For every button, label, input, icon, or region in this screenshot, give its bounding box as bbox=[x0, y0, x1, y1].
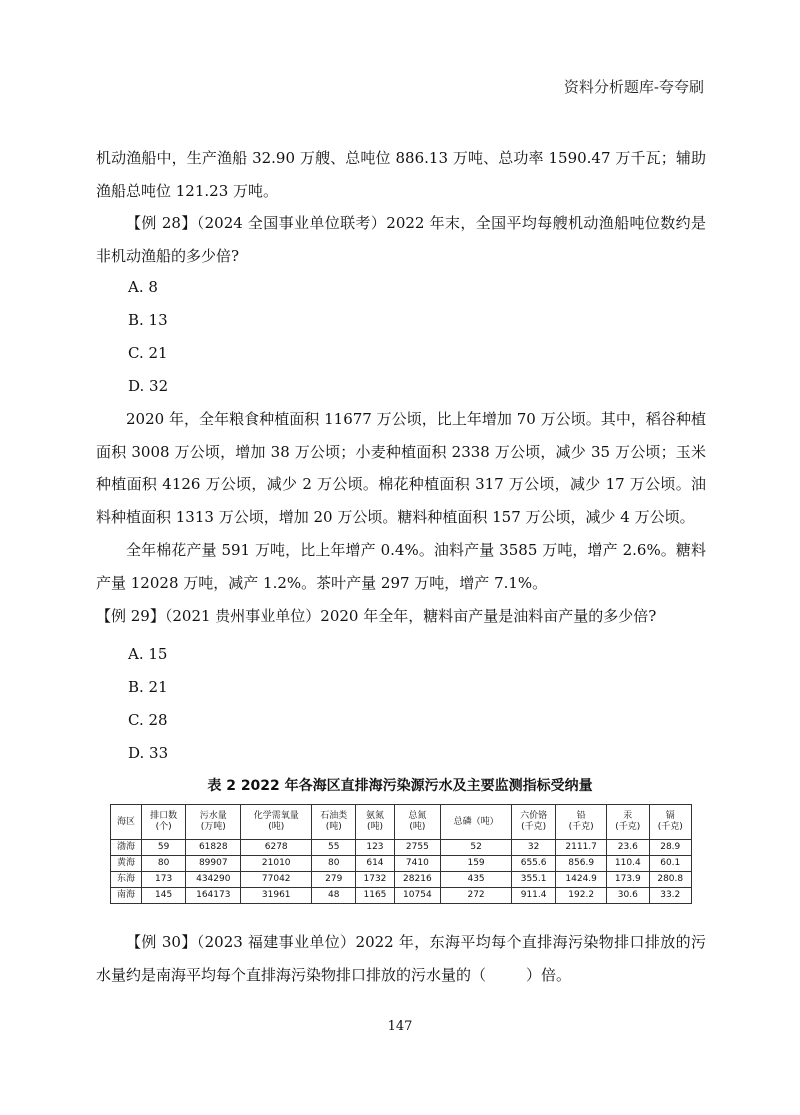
table-cell: 东海 bbox=[111, 872, 142, 888]
table-cell: 28.9 bbox=[649, 840, 692, 856]
table-cell: 59 bbox=[141, 840, 185, 856]
table-cell: 173.9 bbox=[607, 872, 649, 888]
q29-option-d: D. 33 bbox=[128, 744, 169, 762]
table-cell: 61828 bbox=[186, 840, 241, 856]
question-29: 【例 29】（2021 贵州事业单位）2020 年全年，糖料亩产量是油料亩产量的多少倍? bbox=[96, 607, 657, 625]
sea-area-pollution-table bbox=[110, 804, 692, 904]
question-30-text: 【例 30】（2023 福建事业单位）2022 年，东海平均每个直排海污染物排口排放的污水量约是南海平均每个直排海污染物排口排放的污水量的（ bbox=[96, 933, 706, 984]
table-cell: 280.8 bbox=[649, 872, 692, 888]
col-header: 污水量 (万吨) bbox=[186, 805, 241, 840]
table-cell: 164173 bbox=[186, 888, 241, 904]
table-row bbox=[111, 856, 692, 872]
table-cell: 159 bbox=[441, 856, 512, 872]
table-cell: 89907 bbox=[186, 856, 241, 872]
table-cell: 355.1 bbox=[511, 872, 555, 888]
table-cell: 23.6 bbox=[607, 840, 649, 856]
col-header: 石油类 (吨) bbox=[312, 805, 356, 840]
table-cell: 614 bbox=[356, 856, 394, 872]
table-cell: 655.6 bbox=[511, 856, 555, 872]
col-header: 排口数 (个) bbox=[141, 805, 185, 840]
table-cell: 55 bbox=[312, 840, 356, 856]
table-cell: 272 bbox=[441, 888, 512, 904]
col-header: 汞 (千克) bbox=[607, 805, 649, 840]
table-cell: 173 bbox=[141, 872, 185, 888]
table-cell: 279 bbox=[312, 872, 356, 888]
page-number: 147 bbox=[387, 1019, 413, 1034]
table-cell: 1424.9 bbox=[556, 872, 607, 888]
table-cell: 192.2 bbox=[556, 888, 607, 904]
q28-option-d: D. 32 bbox=[128, 377, 169, 395]
table-cell: 77042 bbox=[241, 872, 312, 888]
table-cell: 80 bbox=[312, 856, 356, 872]
table-cell: 渤海 bbox=[111, 840, 142, 856]
table-cell: 911.4 bbox=[511, 888, 555, 904]
q28-option-b: B. 13 bbox=[128, 311, 168, 329]
question-30 bbox=[96, 926, 706, 991]
q29-option-b: B. 21 bbox=[128, 678, 168, 696]
table-cell: 80 bbox=[141, 856, 185, 872]
table-cell: 110.4 bbox=[607, 856, 649, 872]
q28-option-c: C. 21 bbox=[128, 344, 168, 362]
col-header: 海区 bbox=[111, 805, 142, 840]
table-cell: 435 bbox=[441, 872, 512, 888]
table-header-row bbox=[111, 805, 692, 840]
col-header: 氨氮 (吨) bbox=[356, 805, 394, 840]
table-cell: 7410 bbox=[394, 856, 441, 872]
table-cell: 21010 bbox=[241, 856, 312, 872]
q28-option-a: A. 8 bbox=[128, 278, 158, 296]
table-cell: 123 bbox=[356, 840, 394, 856]
table-cell: 856.9 bbox=[556, 856, 607, 872]
table-cell: 2755 bbox=[394, 840, 441, 856]
table-row bbox=[111, 888, 692, 904]
table-cell: 黄海 bbox=[111, 856, 142, 872]
table-row bbox=[111, 872, 692, 888]
table-title: 表 2 2022 年各海区直排海污染源污水及主要监测指标受纳量 bbox=[207, 778, 593, 794]
table-cell: 1165 bbox=[356, 888, 394, 904]
table-cell: 60.1 bbox=[649, 856, 692, 872]
table-cell: 48 bbox=[312, 888, 356, 904]
question-28: 【例 28】（2024 全国事业单位联考）2022 年末，全国平均每艘机动渔船吨位数约是非机动渔船的多少倍? bbox=[96, 214, 706, 265]
page-header: 资料分析题库-夸夸刷 bbox=[563, 78, 704, 96]
col-header: 六价铬 (千克) bbox=[511, 805, 555, 840]
table-cell: 30.6 bbox=[607, 888, 649, 904]
table-cell: 10754 bbox=[394, 888, 441, 904]
table-cell: 1732 bbox=[356, 872, 394, 888]
paragraph-crop-output: 全年棉花产量 591 万吨，比上年增产 0.4%。油料产量 3585 万吨，增产 2.6%。糖料产量 12028 万吨，减产 1.2%。茶叶产量 297 万吨，增产 7.1%。 bbox=[96, 541, 706, 592]
table-cell: 28216 bbox=[394, 872, 441, 888]
table-row bbox=[111, 840, 692, 856]
table-cell: 6278 bbox=[241, 840, 312, 856]
table-cell: 南海 bbox=[111, 888, 142, 904]
question-30-tail: ）倍。 bbox=[526, 965, 572, 984]
table-cell: 31961 bbox=[241, 888, 312, 904]
q29-option-a: A. 15 bbox=[128, 645, 168, 663]
col-header: 总磷（吨） bbox=[441, 805, 512, 840]
col-header: 铅 (千克) bbox=[556, 805, 607, 840]
table-cell: 32 bbox=[511, 840, 555, 856]
paragraph-grain-area: 2020 年，全年粮食种植面积 11677 万公顷，比上年增加 70 万公顷。其中，稻谷种植面积 3008 万公顷，增加 38 万公顷；小麦种植面积 2338 万公顷，减少 35 万公顷；玉米种植面积 4126 万公顷，减少 2 万公顷。棉花种植面积 317 万公顷，减少 17 万公顷。油料种植面积 1313 万公顷，增加 20 万公顷。糖料种植面积 157 万公顷，减少 4 万公顷。 bbox=[96, 410, 706, 526]
paragraph-fishing-boats: 机动渔船中，生产渔船 32.90 万艘、总吨位 886.13 万吨、总功率 1590.47 万千瓦；辅助渔船总吨位 121.23 万吨。 bbox=[96, 149, 706, 200]
col-header: 化学需氧量 (吨) bbox=[241, 805, 312, 840]
col-header: 镉 (千克) bbox=[649, 805, 692, 840]
table-cell: 434290 bbox=[186, 872, 241, 888]
table-cell: 2111.7 bbox=[556, 840, 607, 856]
table-cell: 145 bbox=[141, 888, 185, 904]
table-cell: 33.2 bbox=[649, 888, 692, 904]
q29-option-c: C. 28 bbox=[128, 711, 168, 729]
col-header: 总氮 (吨) bbox=[394, 805, 441, 840]
table-cell: 52 bbox=[441, 840, 512, 856]
